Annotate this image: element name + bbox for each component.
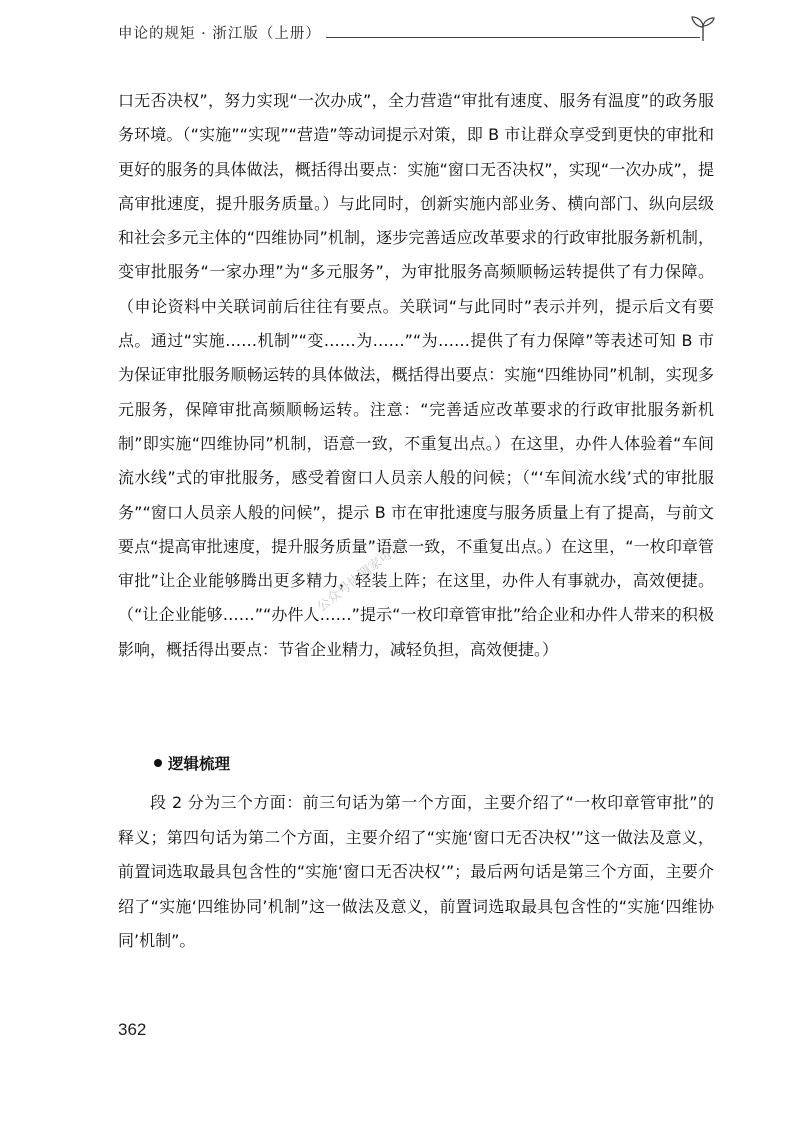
watermark: 公众号协调家可以 bbox=[314, 539, 406, 615]
header-rule bbox=[326, 37, 700, 38]
header-title: 申论的规矩 · 浙江版（上册） bbox=[118, 26, 321, 42]
section-heading bbox=[154, 752, 230, 774]
page-header bbox=[118, 20, 718, 50]
page-number: 362 bbox=[118, 1020, 147, 1039]
section-heading-label: 逻辑梳理 bbox=[168, 755, 231, 773]
body-text bbox=[118, 84, 714, 667]
logic-text bbox=[118, 786, 714, 959]
logic-paragraph: 段 2 分为三个方面：前三句话为第一个方面，主要介绍了“一枚印章管审批”的释义；第四句话为第二个方面，主要介绍了“实施‘窗口无否决权’”这一做法及意义，前置词选取最具包含性的“实施‘窗口无否决权’”；最后两句话是第三个方面，主要介绍了“实施‘四维协同’机制”这一做法及意义，前置词选取最具包含性的“实施‘四维协同’机制”。 bbox=[118, 793, 714, 950]
body-paragraph: 口无否决权”，努力实现“一次办成”，全力营造“审批有速度、服务有温度”的政务服务环境。（“实施”“实现”“营造”等动词提示对策，即 B 市让群众享受到更快的审批和更好的服务的具体做法，概括得出要点：实施“窗口无否决权”，实现“一次办成”，提高审批速度，提升服务质量。）与此同时，创新实施内部业务、横向部门、纵向层级和社会多元主体的“四维协同”机制，逐步完善适应改革要求的行政审批服务新机制，变审批服务“一家办理”为“多元服务”，为审批服务高频顺畅运转提供了有力保障。（申论资料中关联词前后往往有要点。关联词“与此同时”表示并列，提示后文有要点。通过“实施……机制”“变……为……”“为……提供了有力保障”等表述可知 B 市为保证审批服务顺畅运转的具体做法，概括得出要点：实施“四维协同”机制，实现多元服务，保障审批高频顺畅运转。注意：“完善适应改革要求的行政审批服务新机制”即实施“四维协同”机制，语意一致，不重复出点。）在这里，办件人体验着“车间流水线”式的审批服务，感受着窗口人员亲人般的问候；（“‘车间流水线’式的审批服务”“窗口人员亲人般的问候”，提示 B 市在审批速度与服务质量上有了提高，与前文要点“提高审批速度，提升服务质量”语意一致，不重复出点。）在这里，“一枚印章管审批”让企业能够腾出更多精力，轻装上阵；在这里，办件人有事就办，高效便捷。（“让企业能够……”“办件人……”提示“一枚印章管审批”给企业和办件人带来的积极影响，概括得出要点：节省企业精力，减轻负担，高效便捷。） bbox=[118, 91, 714, 659]
sprout-icon bbox=[690, 14, 716, 42]
bullet-icon bbox=[154, 759, 162, 767]
